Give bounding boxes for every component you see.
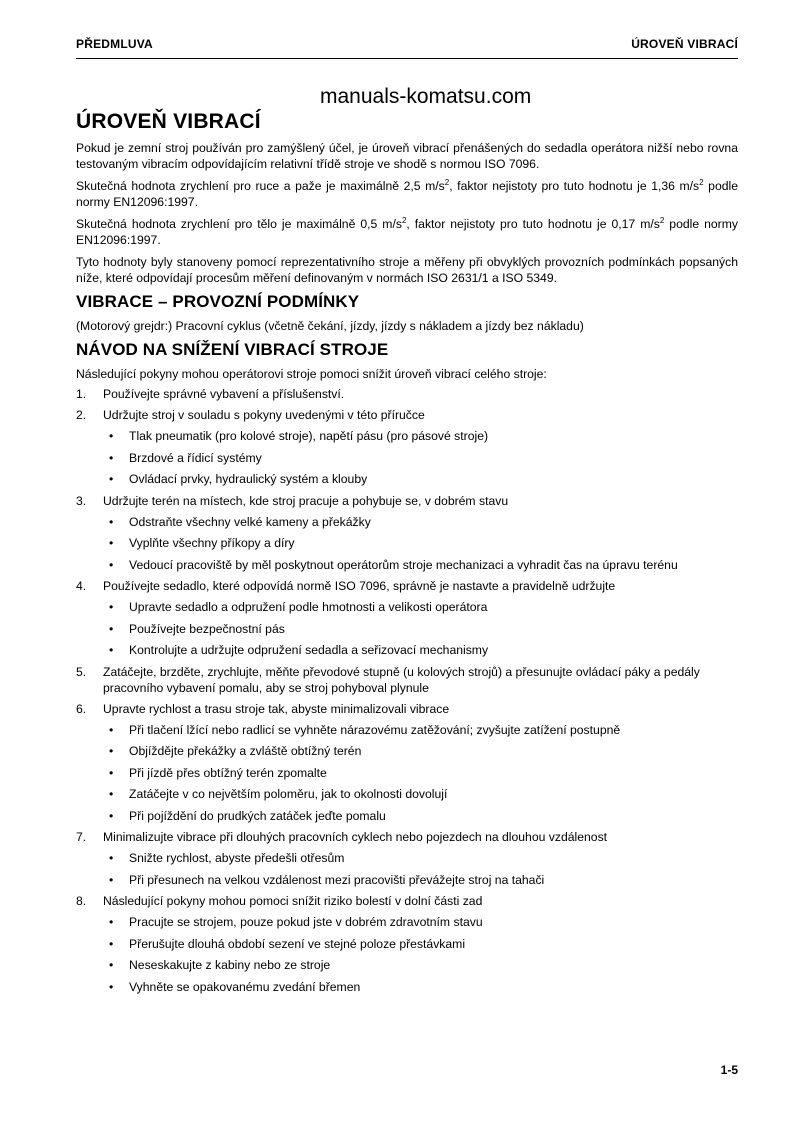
bullet-icon: • xyxy=(109,621,114,636)
superscript: 2 xyxy=(659,215,665,225)
header-rule xyxy=(76,58,738,59)
sub-list-item xyxy=(103,722,738,738)
bullet-icon: • xyxy=(109,472,114,486)
bullet-icon: • xyxy=(109,557,114,572)
sub-list xyxy=(103,599,738,658)
list-item-text: Minimalizujte vibrace při dlouhých pracovních cyklech nebo pojezdech na dlouhou vzdálenost xyxy=(103,830,608,844)
list-item-number: 4. xyxy=(76,579,87,593)
bullet-icon: • xyxy=(109,958,114,972)
instruction-list xyxy=(76,386,738,995)
bullet-icon: • xyxy=(109,765,114,780)
sub-list xyxy=(103,850,738,888)
sub-list-item-text: Zatáčejte v co největším poloměru, jak to okolnosti dovolují xyxy=(129,787,448,801)
vibration-reduction-intro: Následující pokyny mohou operátorovi stroje pomoci snížit úroveň vibrací celého stroje: xyxy=(76,367,547,381)
text-fragment: , faktor nejistoty pro tuto hodnotu je 1,36 m/s xyxy=(449,179,700,193)
list-item-number: 5. xyxy=(76,664,87,679)
bullet-icon: • xyxy=(109,936,114,951)
sub-list-item xyxy=(103,914,738,930)
sub-list-item xyxy=(103,765,738,781)
sub-list-item xyxy=(103,743,738,759)
sub-list-item xyxy=(103,786,738,802)
bullet-icon: • xyxy=(109,787,114,801)
sub-list-item xyxy=(103,642,738,658)
sub-list-item-text: Vyhněte se opakovanému zvedání břemen xyxy=(129,979,361,994)
list-item-text: Následující pokyny mohou pomoci snížit riziko bolestí v dolní části zad xyxy=(103,894,483,908)
sub-list-item xyxy=(103,535,738,551)
list-item-number: 1. xyxy=(76,387,87,401)
page-content xyxy=(76,110,738,1000)
superscript: 2 xyxy=(699,177,704,187)
operating-conditions-text: (Motorový grejdr:) Pracovní cyklus (včetně čekání, jízdy, jízdy s nákladem a jízdy bez nákladu) xyxy=(76,319,584,333)
paragraph-measurement: Tyto hodnoty byly stanoveny pomocí reprezentativního stroje a měřeny při obvyklých provozních podmínkách popsaných níže, které odpovídají procesům měření definovaným v normách ISO 2631/1 a ISO 5349. xyxy=(76,255,738,285)
sub-list-item-text: Při přesunech na velkou vzdálenost mezi pracovišti převážejte stroj na tahači xyxy=(129,872,545,887)
list-item xyxy=(76,407,738,487)
paragraph-iso7096: Pokud je zemní stroj používán pro zamýšlený účel, je úroveň vibrací přenášených do sedadla operátora nižší nebo rovna testovaným vibracím odpovídajícím relativní třídě stroje ve shodě s normou ISO 7096. xyxy=(76,141,738,171)
bullet-icon: • xyxy=(109,808,114,823)
sub-list-item-text: Ovládací prvky, hydraulický systém a klouby xyxy=(129,472,368,486)
sub-list-item-text: Upravte sedadlo a odpružení podle hmotnosti a velikosti operátora xyxy=(129,600,488,614)
section-heading-operating-conditions: VIBRACE – PROVOZNÍ PODMÍNKY xyxy=(76,292,360,311)
superscript: 2 xyxy=(401,215,407,225)
bullet-icon: • xyxy=(109,429,114,443)
sub-list-item-text: Snižte rychlost, abyste předešli otřesům xyxy=(129,851,345,865)
sub-list-item xyxy=(103,450,738,466)
text-fragment: podle normy EN12096:1997. xyxy=(76,179,738,209)
sub-list xyxy=(103,914,738,995)
header-section-title: PŘEDMLUVA xyxy=(76,37,153,51)
bullet-icon: • xyxy=(109,536,114,550)
sub-list xyxy=(103,722,738,824)
sub-list-item xyxy=(103,514,738,530)
list-item-text: Zatáčejte, brzděte, zrychlujte, měňte převodové stupně (u kolových strojů) a přesunujte ovládací páky a pedály pracovního vybavení pomalu, aby se stroj pohyboval plynule xyxy=(103,664,700,695)
superscript: 2 xyxy=(444,177,450,187)
list-item-number: 8. xyxy=(76,894,87,908)
sub-list-item-text: Při jízdě přes obtížný terén zpomalte xyxy=(129,765,327,780)
bullet-icon: • xyxy=(109,979,114,994)
page-title: ÚROVEŇ VIBRACÍ xyxy=(76,110,261,133)
sub-list xyxy=(103,514,738,573)
bullet-icon: • xyxy=(109,744,114,758)
sub-list-item-text: Pracujte se strojem, pouze pokud jste v dobrém zdravotním stavu xyxy=(129,915,483,929)
list-item-number: 3. xyxy=(76,493,87,508)
sub-list-item xyxy=(103,979,738,995)
sub-list-item xyxy=(103,428,738,444)
bullet-icon: • xyxy=(109,722,114,737)
text-fragment: , faktor nejistoty pro tuto hodnotu je 0,17 m/s xyxy=(406,217,660,231)
list-item-number: 6. xyxy=(76,701,87,716)
sub-list-item-text: Přerušujte dlouhá období sezení ve stejné poloze přestávkami xyxy=(129,936,466,951)
bullet-icon: • xyxy=(109,600,114,614)
sub-list-item-text: Vedoucí pracoviště by měl poskytnout operátorům stroje mechanizaci a vyhradit čas na úpravu terénu xyxy=(129,557,678,572)
sub-list-item xyxy=(103,471,738,487)
list-item-number: 7. xyxy=(76,830,87,844)
sub-list-item-text: Při pojíždění do prudkých zatáček jeďte pomalu xyxy=(129,808,386,823)
list-item xyxy=(76,893,738,995)
sub-list-item xyxy=(103,557,738,573)
list-item xyxy=(76,578,738,658)
sub-list-item-text: Tlak pneumatik (pro kolové stroje), napětí pásu (pro pásové stroje) xyxy=(129,429,489,443)
list-item-text: Používejte správné vybavení a příslušenství. xyxy=(103,387,345,401)
list-item xyxy=(76,493,738,573)
list-item-text: Udržujte stroj v souladu s pokyny uvedenými v této příručce xyxy=(103,408,425,422)
sub-list-item xyxy=(103,872,738,888)
sub-list-item-text: Používejte bezpečnostní pás xyxy=(129,621,285,636)
list-item-text: Udržujte terén na místech, kde stroj pracuje a pohybuje se, v dobrém stavu xyxy=(103,493,509,508)
header-chapter-title: ÚROVEŇ VIBRACÍ xyxy=(631,37,738,51)
sub-list-item xyxy=(103,957,738,973)
sub-list-item-text: Brzdové a řídicí systémy xyxy=(129,450,262,465)
sub-list-item xyxy=(103,850,738,866)
sub-list-item xyxy=(103,936,738,952)
bullet-icon: • xyxy=(109,514,114,529)
bullet-icon: • xyxy=(109,851,114,865)
sub-list xyxy=(103,428,738,487)
text-fragment: podle normy EN12096:1997. xyxy=(76,217,738,247)
section-heading-vibration-reduction: NÁVOD NA SNÍŽENÍ VIBRACÍ STROJE xyxy=(76,340,389,359)
sub-list-item-text: Objíždějte překážky a zvláště obtížný terén xyxy=(129,744,362,758)
page-number: 1-5 xyxy=(720,1063,738,1077)
sub-list-item xyxy=(103,808,738,824)
list-item-text: Používejte sedadlo, které odpovídá normě ISO 7096, správně je nastavte a pravidelně udržujte xyxy=(103,579,616,593)
text-fragment: Skutečná hodnota zrychlení pro tělo je maximálně 0,5 m/s xyxy=(76,217,402,231)
bullet-icon: • xyxy=(109,643,114,657)
watermark: manuals-komatsu.com xyxy=(320,85,532,108)
paragraph-whole-body xyxy=(76,216,738,248)
bullet-icon: • xyxy=(109,915,114,929)
list-item xyxy=(76,701,738,824)
bullet-icon: • xyxy=(109,872,114,887)
sub-list-item xyxy=(103,599,738,615)
bullet-icon: • xyxy=(109,450,114,465)
sub-list-item-text: Neseskakujte z kabiny nebo ze stroje xyxy=(129,958,331,972)
sub-list-item-text: Kontrolujte a udržujte odpružení sedadla a seřizovací mechanismy xyxy=(129,643,489,657)
sub-list-item xyxy=(103,621,738,637)
paragraph-hand-arm xyxy=(76,178,738,210)
sub-list-item-text: Vyplňte všechny příkopy a díry xyxy=(129,536,295,550)
list-item xyxy=(76,386,738,402)
list-item-number: 2. xyxy=(76,408,87,422)
list-item xyxy=(76,664,738,696)
list-item xyxy=(76,829,738,888)
text-fragment: Skutečná hodnota zrychlení pro ruce a paže je maximálně 2,5 m/s xyxy=(76,179,445,193)
list-item-text: Upravte rychlost a trasu stroje tak, abyste minimalizovali vibrace xyxy=(103,701,450,716)
sub-list-item-text: Při tlačení lžící nebo radlicí se vyhněte nárazovému zatěžování; zvyšujte zatížení postupně xyxy=(129,722,621,737)
sub-list-item-text: Odstraňte všechny velké kameny a překážky xyxy=(129,514,371,529)
